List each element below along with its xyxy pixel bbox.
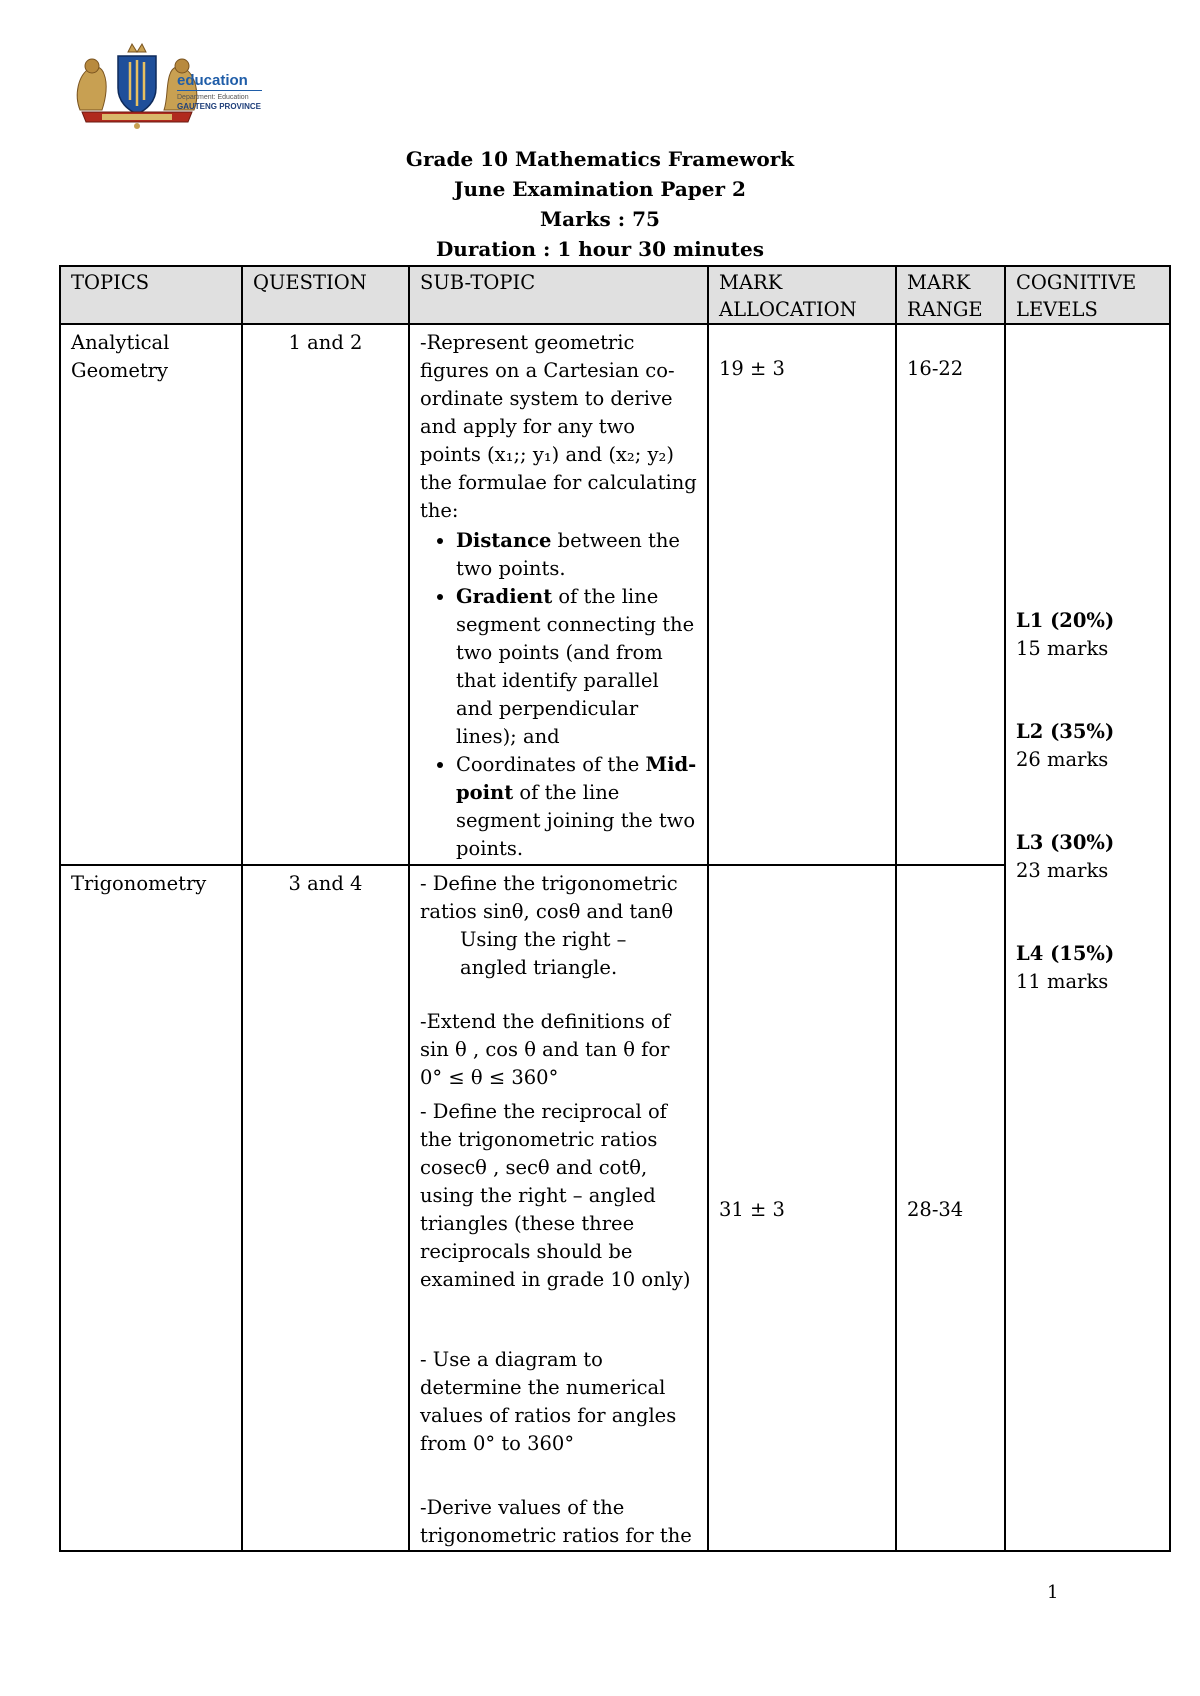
total-marks: Marks : 75 [540, 207, 660, 231]
column-header-cognitive-levels: COGNITIVE LEVELS [1005, 266, 1170, 324]
list-item-term: Mid-point [456, 753, 697, 804]
sub-topic-cell [409, 865, 708, 1551]
logo-subtitle: Department: Education [177, 94, 249, 101]
list-item-prefix: Coordinates of the [456, 753, 646, 776]
logo-brand: education [177, 72, 248, 89]
topic-cell: Analytical Geometry [60, 324, 242, 865]
mark-range-value: 16-22 [907, 357, 964, 380]
cognitive-level [1016, 829, 1159, 885]
sub-topic-paragraph: - Define the reciprocal of the trigonometric ratios cosecθ , secθ and cotθ, using the right – angled triangles (these three reciprocals should be examined in grade 10 only) [420, 1100, 691, 1291]
mark-allocation-value: 19 ± 3 [719, 357, 785, 380]
list-item-term: Gradient [456, 585, 553, 608]
cognitive-level [1016, 607, 1159, 663]
sub-topic-paragraph: -Extend the definitions of sin θ , cos θ and tan θ for 0° ≤ θ ≤ 360° [420, 1010, 670, 1089]
list-item [456, 751, 697, 863]
cognitive-level [1016, 718, 1159, 774]
paper-name: June Examination Paper 2 [454, 177, 746, 201]
sub-topic-paragraph: -Derive values of the trigonometric ratios for the [420, 1496, 692, 1547]
question-cell: 1 and 2 [242, 324, 409, 865]
column-header-sub-topic: SUB-TOPIC [409, 266, 708, 324]
list-item-term: Distance [456, 529, 552, 552]
question-cell: 3 and 4 [242, 865, 409, 1551]
sub-topic-list [420, 527, 697, 863]
cognitive-level-name: L2 (35%) [1016, 720, 1115, 743]
cognitive-level [1016, 940, 1159, 996]
mark-allocation-cell [708, 324, 896, 865]
column-header-question: QUESTION [242, 266, 409, 324]
list-item [456, 527, 697, 583]
sub-topic-cell [409, 324, 708, 865]
sub-topic-paragraph: - Use a diagram to determine the numerical values of ratios for angles from 0° to 360° [420, 1348, 677, 1455]
cognitive-levels-cell [1005, 324, 1170, 1551]
table-row [60, 865, 1170, 1551]
cognitive-level-name: L4 (15%) [1016, 942, 1115, 965]
logo-underline [177, 90, 262, 91]
department-logo [72, 40, 292, 130]
list-item-text: between the two points. [456, 529, 680, 580]
column-header-topics: TOPICS [60, 266, 242, 324]
list-item-text: of the line segment connecting the two points (and from that identify parallel and perpendicular lines); and [456, 585, 695, 748]
list-item-text: of the line segment joining the two points. [456, 781, 696, 860]
logo-province: GAUTENG PROVINCE [177, 102, 262, 111]
mark-range-cell [896, 324, 1005, 865]
sub-topic-paragraph: Using the right – angled triangle. [460, 928, 627, 979]
cognitive-level-marks: 15 marks [1016, 637, 1109, 660]
spacer [420, 1458, 697, 1494]
column-header-mark-range: MARK RANGE [896, 266, 1005, 324]
mark-allocation-value: 31 ± 3 [719, 1198, 785, 1221]
column-header-mark-allocation: MARK ALLOCATION [708, 266, 896, 324]
table-row [60, 324, 1170, 865]
cognitive-level-marks: 26 marks [1016, 748, 1109, 771]
sub-topic-paragraph: - Define the trigonometric ratios sinθ, cosθ and tanθ [420, 872, 678, 923]
cognitive-level-marks: 23 marks [1016, 859, 1109, 882]
cognitive-level-name: L1 (20%) [1016, 609, 1115, 632]
cognitive-level-marks: 11 marks [1016, 970, 1109, 993]
mark-range-cell [896, 865, 1005, 1551]
list-item [456, 583, 697, 751]
page-number: 1 [1047, 1582, 1059, 1603]
table-header-row [60, 266, 1170, 324]
topic-cell: Trigonometry [60, 865, 242, 1551]
mark-allocation-cell [708, 865, 896, 1551]
mark-range-value: 28-34 [907, 1198, 964, 1221]
spacer [420, 1294, 697, 1346]
document-header [0, 144, 1200, 264]
spacer [420, 982, 697, 1008]
framework-table [59, 265, 1171, 1552]
document-title: Grade 10 Mathematics Framework [405, 147, 795, 171]
cognitive-level-name: L3 (30%) [1016, 831, 1115, 854]
duration: Duration : 1 hour 30 minutes [435, 237, 765, 261]
sub-topic-intro: -Represent geometric figures on a Cartesian co-ordinate system to derive and apply for any two points (x₁;; y₁) and (x₂; y₂) the formulae for calculating the: [420, 331, 697, 522]
